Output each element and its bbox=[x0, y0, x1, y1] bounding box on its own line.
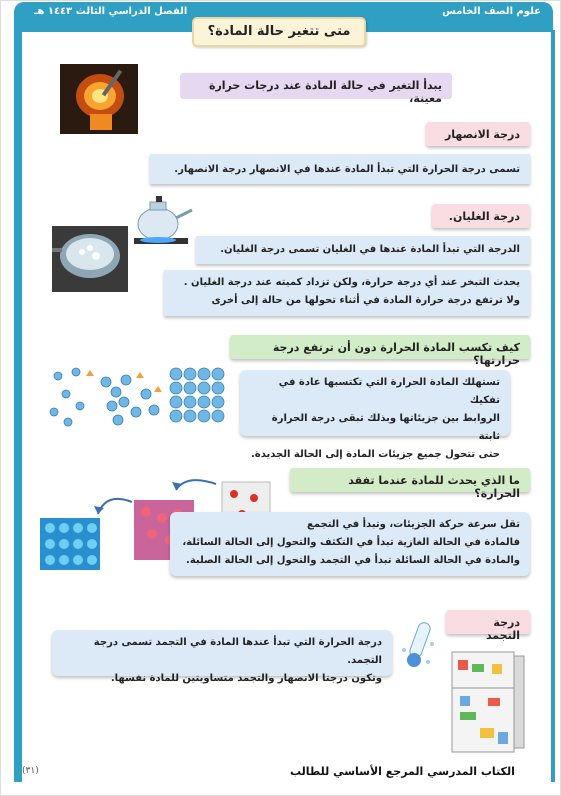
freezing-line-2: وتكون درجتا الانصهار والتجمد متساويتين للمادة نفسها. bbox=[110, 673, 382, 684]
page-title: متى تتغير حالة المادة؟ bbox=[192, 17, 366, 47]
boiling-text-2a: يحدث التبخر عند أي درجة حرارة، ولكن تزداد كميته عند درجة الغليان . bbox=[183, 277, 520, 288]
freezing-heading: درجة التجمد bbox=[446, 610, 530, 634]
freezing-text bbox=[52, 630, 392, 684]
right-strip bbox=[551, 30, 555, 782]
fridge-image bbox=[448, 650, 528, 754]
subject-label: علوم الصف الخامس bbox=[442, 6, 541, 17]
intro-box: يبدأ التغير في حالة المادة عند درجات حرارة معينة، bbox=[180, 73, 452, 99]
boiling-pot-image bbox=[52, 226, 128, 292]
lose-heat-line-2: فالمادة في الحالة الغازية تبدأ في التكثف والتحول إلى الحالة السائلة، bbox=[182, 537, 520, 548]
boiling-text-1: الدرجة التي تبدأ المادة عندها في الغليان تسمى درجة الغليان. bbox=[196, 236, 530, 264]
molten-metal-image bbox=[60, 64, 138, 134]
semester-label: الفصل الدراسي الثالث ١٤٤٣ هـ bbox=[34, 6, 188, 17]
melting-text: تسمى درجة الحرارة التي تبدأ المادة عندها في الانصهار درجة الانصهار. bbox=[150, 154, 530, 184]
boiling-text-2b: ولا ترتفع درجة حرارة المادة في أثناء تحولها من حالة إلى أخرى bbox=[211, 295, 520, 306]
lose-heat-text bbox=[170, 512, 530, 576]
gain-heat-line-1: تستهلك المادة الحرارة التي تكتسبها عادة في تفكيك bbox=[278, 377, 500, 406]
lose-heat-question: ما الذي يحدث للمادة عندما تفقد الحرارة؟ bbox=[290, 468, 530, 492]
gain-heat-text bbox=[240, 370, 510, 460]
lose-heat-line-3: والمادة في الحالة السائلة تبدأ في التجمد والتحول إلى الحالة الصلبة. bbox=[186, 555, 520, 566]
page-number: (٣١) bbox=[22, 766, 39, 776]
left-strip bbox=[14, 30, 22, 782]
boiling-text-2 bbox=[164, 270, 530, 316]
gain-heat-line-3: حتى تتحول جميع جزيئات المادة إلى الحالة الجديدة. bbox=[251, 449, 500, 460]
gain-heat-question: كيف تكسب المادة الحرارة دون أن ترتفع درجة حرارتها؟ bbox=[230, 335, 530, 359]
melting-heading: درجة الانصهار bbox=[426, 122, 530, 146]
molecule-states-image bbox=[46, 362, 236, 432]
freezing-line-1: درجة الحرارة التي تبدأ عندها المادة في التجمد تسمى درجة التجمد. bbox=[93, 637, 382, 666]
gain-heat-line-2: الروابط بين جزيئاتها وبذلك تبقى درجة الحرارة ثابتة bbox=[271, 413, 500, 442]
lose-heat-line-1: تقل سرعة حركة الجزيئات، وتبدأ في التجمع bbox=[306, 519, 520, 530]
kettle-image bbox=[128, 194, 198, 246]
boiling-heading: درجة الغليان. bbox=[432, 204, 530, 228]
thermometer-image bbox=[398, 620, 444, 670]
footer-text: الكتاب المدرسي المرجع الأساسي للطالب bbox=[290, 765, 515, 778]
